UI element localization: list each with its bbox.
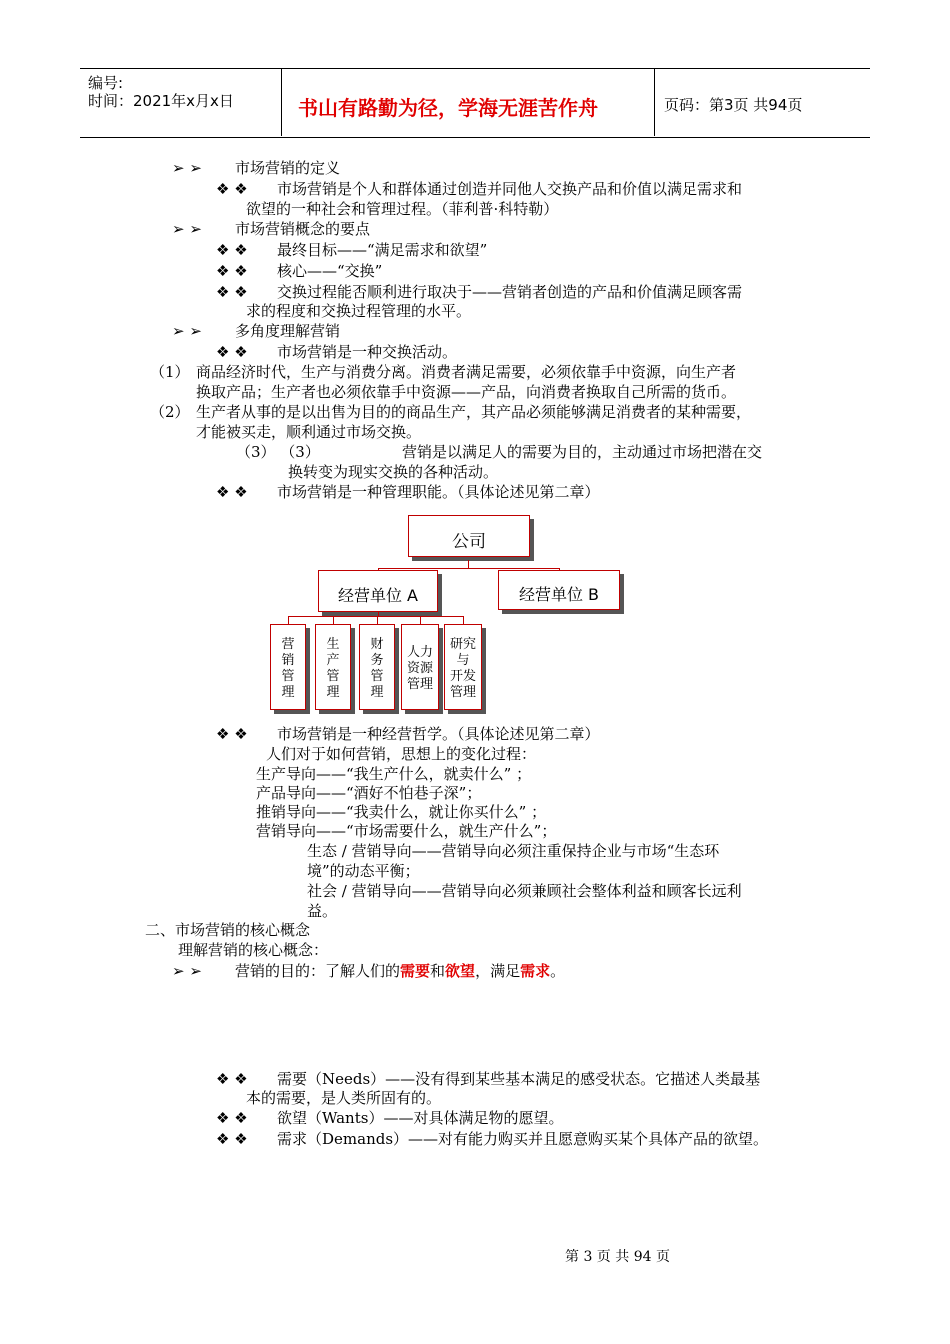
arrow-bullet-icon: ➢ ➢ bbox=[172, 159, 202, 177]
text-line: 推销导向——“我卖什么，就让你买什么” ； bbox=[256, 803, 547, 821]
section-title-multi-angle: 多角度理解营销 bbox=[235, 322, 341, 340]
text-line: 换转变为现实交换的各种活动。 bbox=[288, 463, 499, 481]
org-label-unit-a: 经营单位 A bbox=[337, 586, 419, 605]
text-line: 理解营销的核心概念： bbox=[178, 941, 329, 959]
org-box-dept-hr bbox=[401, 624, 439, 710]
header-page-label: 页码：第3页 共94页 bbox=[664, 96, 803, 114]
org-connector bbox=[463, 616, 464, 624]
text-line: 求的程度和交换过程管理的水平。 bbox=[246, 302, 472, 320]
text-line: 社会 / 营销导向——营销导向必须兼顾社会整体利益和顾客长远利 bbox=[307, 882, 742, 900]
diamond-bullet-icon: ❖ ❖ bbox=[216, 343, 248, 361]
arrow-bullet-icon: ➢ ➢ bbox=[172, 322, 202, 340]
org-label-dept: 生 产 管 理 bbox=[326, 637, 340, 700]
diamond-bullet-icon: ❖ ❖ bbox=[216, 483, 248, 501]
text-line: 本的需要，是人类所固有的。 bbox=[246, 1089, 442, 1107]
org-connector bbox=[378, 568, 560, 569]
diamond-bullet-icon: ❖ ❖ bbox=[216, 283, 248, 301]
org-label-unit-b: 经营单位 B bbox=[518, 585, 600, 604]
org-connector bbox=[288, 616, 464, 617]
text-line: 核心——“交换” bbox=[277, 262, 383, 280]
header-motto: 书山有路勤为径，学海无涯苦作舟 bbox=[298, 96, 598, 120]
text-line: 市场营销是一种管理职能。（具体论述见第二章） bbox=[277, 483, 600, 501]
org-label-dept: 财 务 管 理 bbox=[370, 637, 384, 700]
text-line: 换取产品；生产者也必须依靠手中资源——产品，向消费者换取自己所需的货币。 bbox=[196, 383, 737, 401]
org-connector bbox=[377, 616, 378, 624]
org-label-dept: 研究 与 开发 管理 bbox=[449, 637, 476, 700]
header-divider bbox=[281, 68, 282, 136]
text-line: 市场营销是一种经营哲学。（具体论述见第二章） bbox=[277, 725, 600, 743]
text-line: 欲望的一种社会和管理过程。（菲利普·科特勒） bbox=[246, 200, 559, 218]
text-span: 。 bbox=[550, 962, 566, 980]
diamond-bullet-icon: ❖ ❖ bbox=[216, 262, 248, 280]
arrow-bullet-icon: ➢ ➢ bbox=[172, 220, 202, 238]
diamond-bullet-icon: ❖ ❖ bbox=[216, 241, 248, 259]
org-box-company bbox=[408, 515, 530, 557]
text-line: 生态 / 营销导向——营销导向必须注重保持企业与市场“生态环 bbox=[307, 842, 720, 860]
text-line: 营销是以满足人的需要为目的，主动通过市场把潜在交 bbox=[402, 443, 763, 461]
text-line: 市场营销是个人和群体通过创造并同他人交换产品和价值以满足需求和 bbox=[277, 180, 743, 198]
highlight-demand: 需求 bbox=[520, 962, 551, 980]
org-box-unit-b bbox=[498, 570, 620, 610]
text-line: 人们对于如何营销，思想上的变化过程： bbox=[266, 745, 537, 763]
section-title-key-points: 市场营销概念的要点 bbox=[235, 220, 371, 238]
text-span: ，满足 bbox=[475, 962, 521, 980]
text-line: 才能被买走，顺利通过市场交换。 bbox=[196, 423, 422, 441]
text-line: 益。 bbox=[307, 902, 338, 920]
numbered-label: （1） bbox=[150, 363, 190, 381]
org-connector bbox=[420, 616, 421, 624]
text-line: 欲望（Wants）——对具体满足物的愿望。 bbox=[277, 1109, 564, 1127]
org-box-dept-production bbox=[315, 624, 351, 710]
org-box-dept-marketing bbox=[270, 624, 306, 710]
highlight-needs: 需要 bbox=[400, 962, 431, 980]
section-title-definition: 市场营销的定义 bbox=[235, 159, 341, 177]
text-line: 境”的动态平衡； bbox=[307, 862, 420, 880]
org-connector bbox=[468, 560, 469, 568]
text-span: 和 bbox=[430, 962, 446, 980]
diamond-bullet-icon: ❖ ❖ bbox=[216, 1130, 248, 1148]
org-label-dept: 人力 资源 管理 bbox=[406, 645, 433, 692]
org-connector bbox=[333, 616, 334, 624]
header-time-label: 时间：2021年x月x日 bbox=[88, 92, 234, 110]
org-box-dept-rd bbox=[444, 624, 482, 710]
header-number-label: 编号: bbox=[88, 74, 124, 92]
text-line: 需要（Needs）——没有得到某些基本满足的感受状态。它描述人类最基 bbox=[277, 1070, 761, 1088]
org-label-company: 公司 bbox=[452, 532, 486, 552]
org-box-dept-finance bbox=[359, 624, 395, 710]
org-connector bbox=[288, 616, 289, 624]
text-line: 市场营销是一种交换活动。 bbox=[277, 343, 458, 361]
text-line: 最终目标——“满足需求和欲望” bbox=[277, 241, 488, 259]
text-line: 营销导向——“市场需要什么，就生产什么”； bbox=[256, 822, 557, 840]
highlight-wants: 欲望 bbox=[445, 962, 476, 980]
text-line: 商品经济时代，生产与消费分离。消费者满足需要，必须依靠手中资源，向生产者 bbox=[196, 363, 737, 381]
diamond-bullet-icon: ❖ ❖ bbox=[216, 1070, 248, 1088]
diamond-bullet-icon: ❖ ❖ bbox=[216, 725, 248, 743]
arrow-bullet-icon: ➢ ➢ bbox=[172, 962, 202, 980]
org-box-unit-a bbox=[318, 570, 438, 612]
text-line: 生产者从事的是以出售为目的的商品生产，其产品必须能够满足消费者的某种需要， bbox=[196, 403, 752, 421]
numbered-label: （3） （3） bbox=[236, 443, 320, 461]
diamond-bullet-icon: ❖ ❖ bbox=[216, 180, 248, 198]
text-line: 产品导向——“酒好不怕巷子深”； bbox=[256, 784, 482, 802]
purpose-line bbox=[235, 961, 565, 981]
text-line: 需求（Demands）——对有能力购买并且愿意购买某个具体产品的欲望。 bbox=[277, 1130, 769, 1148]
text-line: 生产导向——“我生产什么，就卖什么” ； bbox=[256, 765, 532, 783]
text-span: 营销的目的：了解人们的 bbox=[235, 962, 401, 980]
footer-page-number: 第 3 页 共 94 页 bbox=[565, 1249, 670, 1265]
org-label-dept: 营 销 管 理 bbox=[281, 637, 295, 700]
section-heading-core-concepts: 二、市场营销的核心概念 bbox=[145, 921, 311, 939]
text-line: 交换过程能否顺利进行取决于——营销者创造的产品和价值满足顾客需 bbox=[277, 283, 743, 301]
header-divider bbox=[654, 68, 655, 136]
diamond-bullet-icon: ❖ ❖ bbox=[216, 1109, 248, 1127]
numbered-label: （2） bbox=[150, 403, 190, 421]
